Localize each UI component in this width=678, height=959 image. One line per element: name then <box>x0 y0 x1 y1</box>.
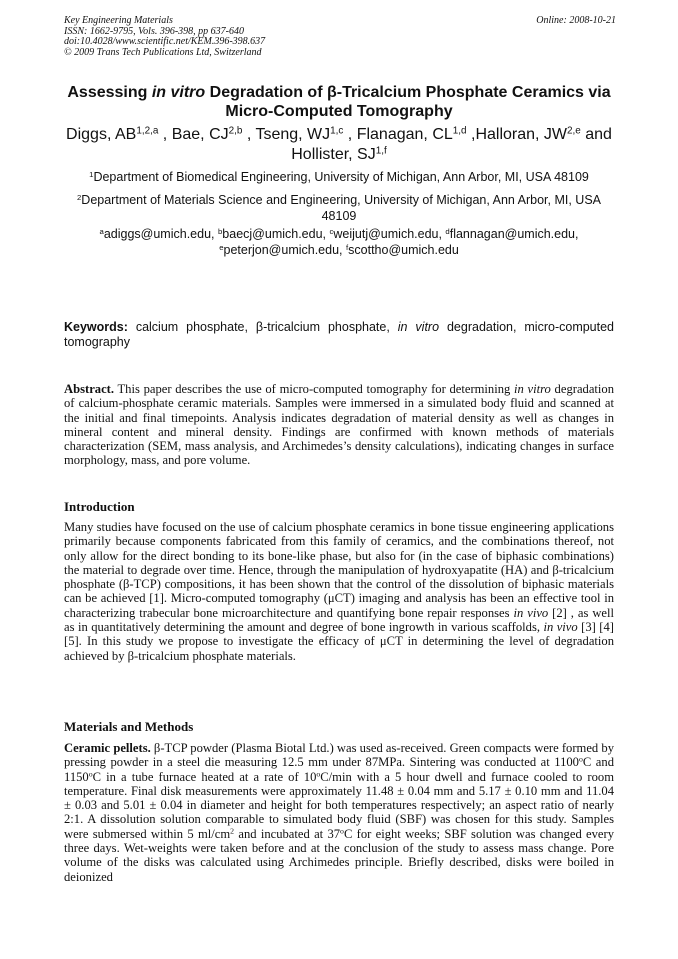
online-date: Online: 2008-10-21 <box>536 15 616 26</box>
journal-header <box>64 16 616 58</box>
email: $^b$baecj@umich.edu, <box>217 226 330 241</box>
author: Diggs, AB$^{1,2,a}$ , <box>66 125 172 143</box>
introduction-body: Many studies have focused on the use of calcium phosphate ceramics in bone tissue engineering applications primarily because components fabricated from this family of ceramics, and the combinations thereof, not only allow for the direct bonding to its bone-like phase, but also for (in the case of biphasic combinations) the material to degrade over time. Hence, through the manipulation of hydroxyapatite (HA) and β-tricalcium phosphate (β-TCP) compositions, it has been shown that the control of the dissolution of biphasic materials can be achieved [1]. Micro-computed tomography (μCT) imaging and analysis has been an effective tool in characterizing trabecular bone microarchitecture and quantifying bone repair responses in vivo [2] , as well as in quantitatively determining the amount and degree of bone ingrowth in various scaffolds, in vivo [3] [4] [5]. In this study we propose to investigate the efficacy of μCT in determining the level of degradation achieved by β-tricalcium phosphate materials. <box>64 520 615 663</box>
affiliation-2: $^2$Department of Materials Science and Engineering, University of Michigan, Ann Arbor, MI, USA 48109 <box>76 192 601 223</box>
author: Bae, CJ$^{2,b}$ , <box>171 125 256 143</box>
keywords: Keywords: calcium phosphate, β-tricalcium phosphate, in vitro degradation, micro-computed tomography <box>64 320 615 349</box>
ceramic-pellets-label: Ceramic pellets. <box>64 741 151 755</box>
author-list <box>60 125 618 165</box>
email: $^e$peterjon@umich.edu, <box>219 242 346 257</box>
title-italic: in vitro <box>151 84 206 101</box>
email: $^c$weijutj@umich.edu, <box>329 226 446 241</box>
copyright-line: © 2009 Trans Tech Publications Ltd, Switzerland <box>64 46 262 58</box>
email: $^f$scottho@umich.edu <box>345 242 459 257</box>
author: Hollister, SJ$^{1,f}$ <box>291 145 387 163</box>
abstract-label: Abstract. <box>64 382 115 396</box>
email-list <box>64 226 614 258</box>
issn-line: ISSN: 1662-9795, Vols. 396-398, pp 637-640 <box>64 25 244 37</box>
doi-line: doi:10.4028/www.scientific.net/KEM.396-398.637 <box>64 36 266 48</box>
introduction-heading: Introduction <box>64 499 135 514</box>
title-part2: Degradation of β-Tricalcium Phosphate Ceramics via Micro-Computed Tomography <box>205 84 611 120</box>
journal-name: Key Engineering Materials <box>64 15 173 26</box>
email: $^a$adiggs@umich.edu, <box>99 226 218 241</box>
methods-heading: Materials and Methods <box>64 719 194 734</box>
abstract: Abstract. This paper describes the use of micro-computed tomography for determining in vitro degradation of calcium-phosphate ceramic materials. Samples were immersed in a simulated body fluid and scanned at the initial and final timepoints. Analysis indicates degradation of material density as well as changes in mineral content and mineral density. Findings are confirmed with known methods of materials characterization (SEM, mass analysis, and Archimedes’s density calculations), indicating changes in surface morphology, mass, and pore volume. <box>64 382 615 468</box>
email: $^d$flannagan@umich.edu, <box>445 226 579 241</box>
author: Halloran, JW$^{2,e}$ and <box>475 125 612 143</box>
methods-body: Ceramic pellets. β-TCP powder (Plasma Biotal Ltd.) was used as-received. Green compacts were formed by pressing powder in a steel die measuring 12.5 mm under 87MPa. Sintering was conducted at 1100$^o$C and 1150$^o$C in a tube furnace heated at a rate of 10$^o$C/min with a 5 hour dwell and furnace cooled to room temperature. Final disk measurements were approximately 11.48 ± 0.04 mm and 5.17 ± 0.10 mm and 11.04 ± 0.03 and 5.01 ± 0.04 in diameter and height for both temperatures respectively; an aspect ratio of nearly 2:1. A dissolution solution comparable to simulated body fluid (SBF) was chosen for this study. Samples were submersed within 5 $ml/cm^2$ and incubated at 37$^o$C for eight weeks; SBF solution was changed every three days. Wet-weights were taken before and at the conclusion of the study to assess mass change. Pore volume of the disks was calculated using Archimedes principle. Briefly described, disks were boiled in deionized <box>64 741 615 884</box>
author: Flanagan, CL$^{1,d}$ , <box>356 125 476 143</box>
title-part1: Assessing <box>67 84 152 101</box>
keywords-label: Keywords: <box>64 320 128 334</box>
affiliation-1: $^1$Department of Biomedical Engineering, University of Michigan, Ann Arbor, MI, USA 48109 <box>89 169 589 184</box>
author: Tseng, WJ$^{1,c}$ , <box>255 125 357 143</box>
paper-title <box>60 83 618 121</box>
